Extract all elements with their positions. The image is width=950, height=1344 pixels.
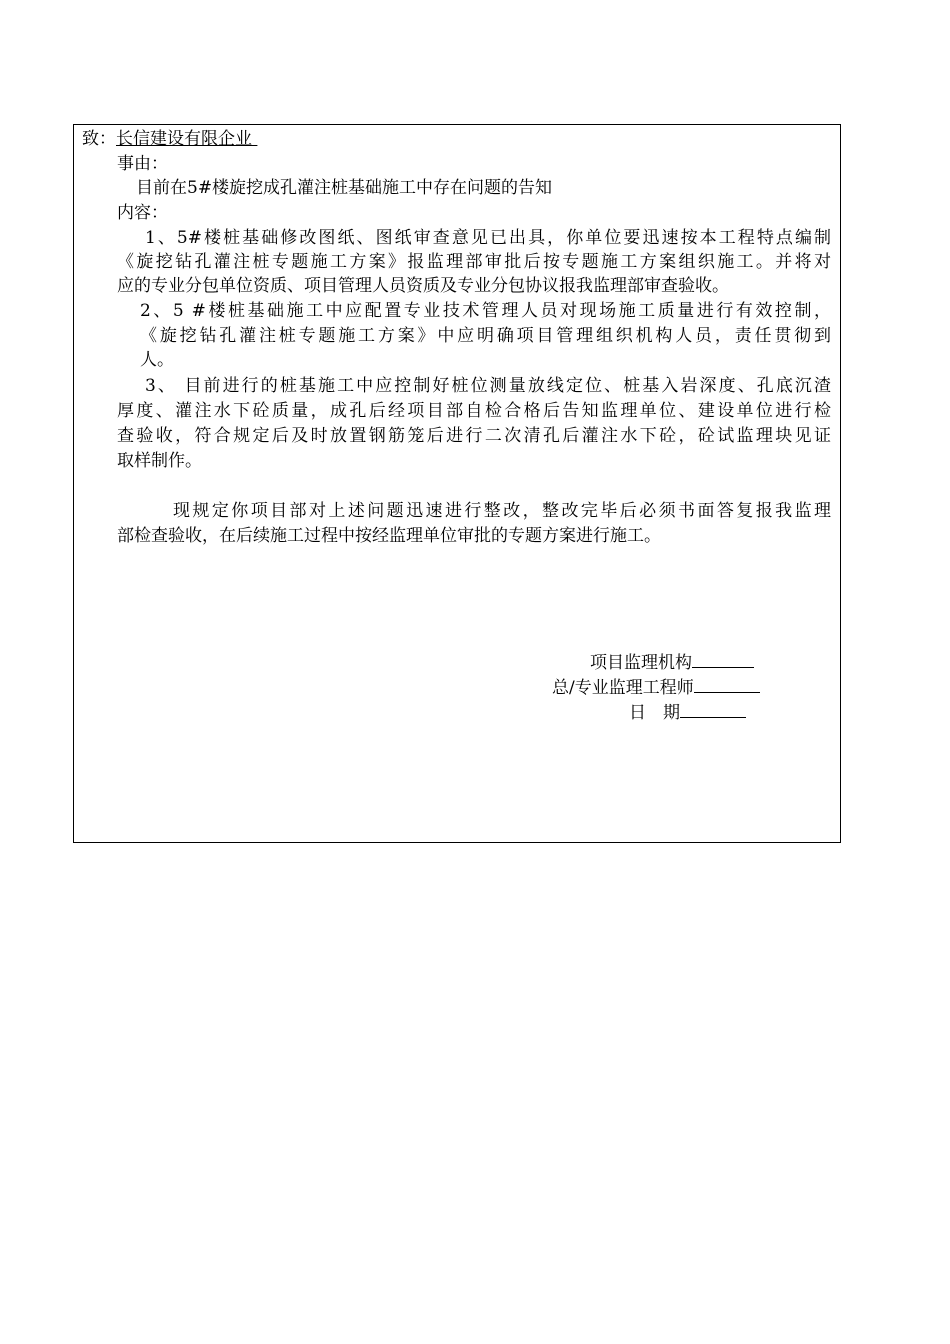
date-blank bbox=[680, 699, 746, 718]
recipient-name: 长信建设有限企业 bbox=[116, 129, 252, 149]
item3-line2: 厚度、灌注水下砼质量，成孔后经项目部自检合格后告知监理单位、建设单位进行检 bbox=[117, 401, 831, 421]
engineer-label: 总/专业监理工程师 bbox=[552, 678, 694, 698]
supervision-org-line bbox=[590, 649, 754, 675]
to-label: 致： bbox=[82, 129, 116, 149]
item1-line1: 1、5#楼桩基础修改图纸、图纸审查意见已出具，你单位要迅速按本工程特点编制 bbox=[145, 228, 831, 248]
closing-line2: 部检查验收，在后续施工过程中按经监理单位审批的专题方案进行施工。 bbox=[117, 526, 661, 546]
engineer-blank bbox=[694, 674, 760, 693]
supervision-org-blank bbox=[692, 649, 754, 668]
item2-line2: 《旋挖钻孔灌注桩专题施工方案》中应明确项目管理组织机构人员，责任贯彻到 bbox=[140, 326, 831, 346]
date-label: 日 期 bbox=[629, 703, 680, 723]
supervision-org-label: 项目监理机构 bbox=[590, 653, 692, 673]
date-line bbox=[629, 699, 746, 725]
content-label: 内容： bbox=[117, 203, 168, 223]
closing-line1: 现规定你项目部对上述问题迅速进行整改，整改完毕后必须书面答复报我监理 bbox=[173, 501, 831, 521]
reason-label: 事由： bbox=[117, 154, 168, 174]
item3-line3: 查验收，符合规定后及时放置钢筋笼后进行二次清孔后灌注水下砼，砼试监理块见证 bbox=[117, 426, 831, 446]
reason-text: 目前在5#楼旋挖成孔灌注桩基础施工中存在问题的告知 bbox=[136, 178, 553, 198]
item3-line1: 3、 目前进行的桩基施工中应控制好桩位测量放线定位、桩基入岩深度、孔底沉渣 bbox=[145, 376, 831, 396]
to-line bbox=[82, 127, 257, 151]
item3-line4: 取样制作。 bbox=[117, 451, 202, 471]
item2-line1: 2、5 #楼桩基础施工中应配置专业技术管理人员对现场施工质量进行有效控制， bbox=[140, 301, 831, 321]
engineer-line bbox=[552, 674, 760, 700]
item1-line3: 应的专业分包单位资质、项目管理人员资质及专业分包协议报我监理部审查验收。 bbox=[117, 276, 729, 296]
item2-line3: 人。 bbox=[140, 350, 174, 370]
item1-line2: 《旋挖钻孔灌注桩专题施工方案》报监理部审批后按专题施工方案组织施工。并将对 bbox=[117, 252, 831, 272]
